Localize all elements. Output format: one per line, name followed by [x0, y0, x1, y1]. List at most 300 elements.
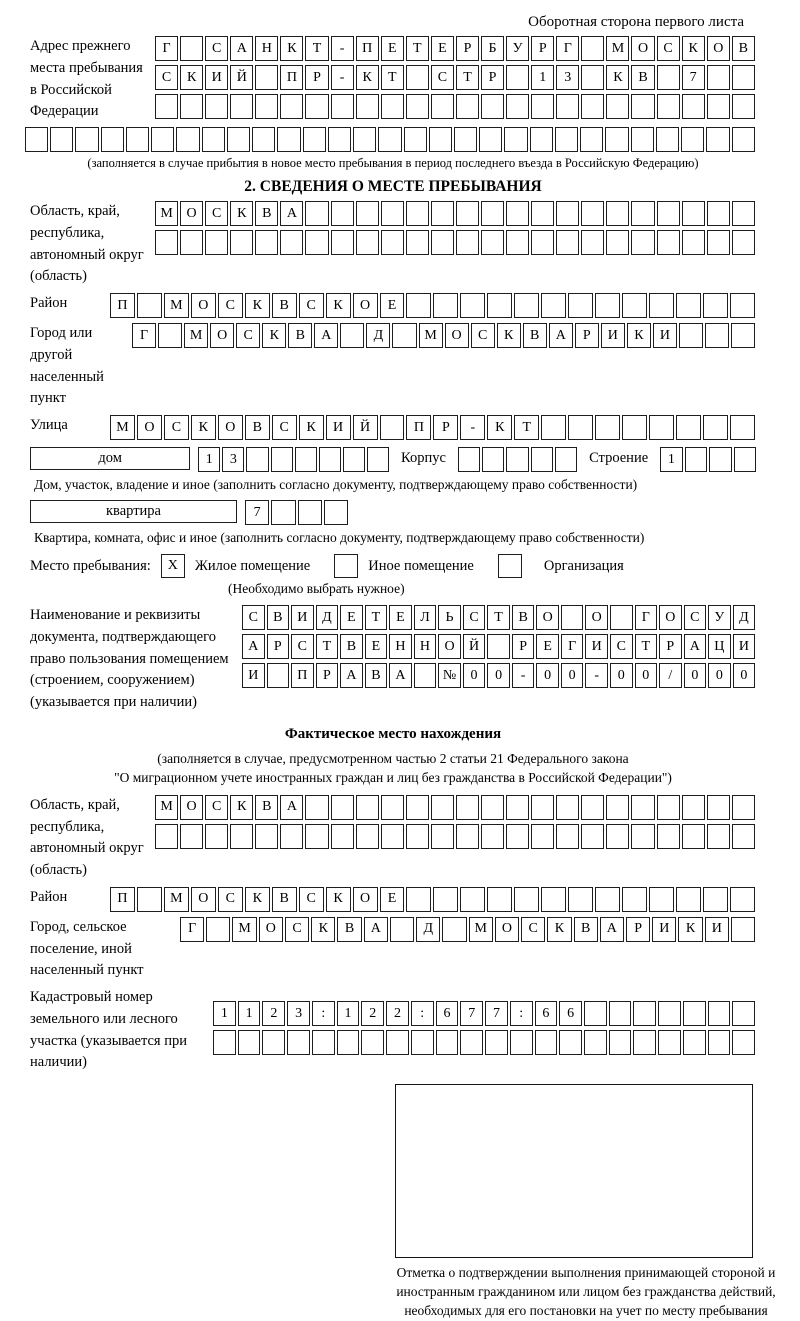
char-cell[interactable]: [531, 201, 554, 226]
char-cell[interactable]: [406, 94, 429, 119]
char-cell[interactable]: Т: [487, 605, 510, 630]
char-cell[interactable]: В: [272, 887, 297, 912]
char-cell[interactable]: [487, 887, 512, 912]
char-cell[interactable]: О: [631, 36, 654, 61]
char-cell[interactable]: К: [487, 415, 512, 440]
char-cell[interactable]: [305, 795, 328, 820]
char-cell[interactable]: [381, 230, 404, 255]
char-cell[interactable]: В: [732, 36, 755, 61]
char-cell[interactable]: Ь: [438, 605, 461, 630]
char-cell[interactable]: [267, 663, 290, 688]
char-cell[interactable]: 3: [222, 447, 244, 472]
char-cell[interactable]: А: [684, 634, 707, 659]
char-cell[interactable]: 0: [610, 663, 633, 688]
char-cell[interactable]: [230, 94, 253, 119]
char-cell[interactable]: Н: [389, 634, 412, 659]
char-cell[interactable]: О: [659, 605, 682, 630]
char-cell[interactable]: [151, 127, 174, 152]
char-cell[interactable]: Т: [365, 605, 388, 630]
char-cell[interactable]: [631, 230, 654, 255]
char-cell[interactable]: [456, 230, 479, 255]
char-cell[interactable]: [456, 824, 479, 849]
char-cell[interactable]: А: [230, 36, 253, 61]
char-cell[interactable]: [337, 1030, 360, 1055]
char-cell[interactable]: [584, 1030, 607, 1055]
char-cell[interactable]: [280, 824, 303, 849]
char-cell[interactable]: 7: [460, 1001, 483, 1026]
char-cell[interactable]: С: [205, 36, 228, 61]
char-cell[interactable]: [730, 887, 755, 912]
char-cell[interactable]: [541, 415, 566, 440]
char-cell[interactable]: [271, 500, 295, 525]
char-cell[interactable]: [510, 1030, 533, 1055]
char-cell[interactable]: 7: [485, 1001, 508, 1026]
char-cell[interactable]: [433, 887, 458, 912]
char-cell[interactable]: [205, 230, 228, 255]
char-cell[interactable]: [303, 127, 326, 152]
char-cell[interactable]: П: [406, 415, 431, 440]
char-cell[interactable]: [732, 127, 755, 152]
char-cell[interactable]: [732, 824, 755, 849]
char-cell[interactable]: И: [205, 65, 228, 90]
char-cell[interactable]: О: [585, 605, 608, 630]
checkbox-organization[interactable]: [498, 554, 522, 578]
char-cell[interactable]: О: [536, 605, 559, 630]
apartment-cells[interactable]: [245, 500, 348, 525]
char-cell[interactable]: [732, 201, 755, 226]
char-cell[interactable]: 0: [536, 663, 559, 688]
char-cell[interactable]: Й: [230, 65, 253, 90]
char-cell[interactable]: [155, 94, 178, 119]
char-cell[interactable]: С: [471, 323, 495, 348]
char-cell[interactable]: Т: [381, 65, 404, 90]
char-cell[interactable]: [312, 1030, 335, 1055]
char-cell[interactable]: И: [585, 634, 608, 659]
char-cell[interactable]: 1: [531, 65, 554, 90]
char-cell[interactable]: С: [521, 917, 545, 942]
char-cell[interactable]: :: [510, 1001, 533, 1026]
char-cell[interactable]: [367, 447, 389, 472]
char-cell[interactable]: П: [280, 65, 303, 90]
char-cell[interactable]: Д: [366, 323, 390, 348]
char-cell[interactable]: С: [155, 65, 178, 90]
char-cell[interactable]: 0: [635, 663, 658, 688]
char-cell[interactable]: 6: [559, 1001, 582, 1026]
char-cell[interactable]: Р: [659, 634, 682, 659]
char-cell[interactable]: [658, 1001, 681, 1026]
char-cell[interactable]: [429, 127, 452, 152]
char-cell[interactable]: [705, 323, 729, 348]
char-cell[interactable]: 0: [487, 663, 510, 688]
char-cell[interactable]: С: [299, 293, 324, 318]
char-cell[interactable]: О: [353, 887, 378, 912]
char-cell[interactable]: М: [155, 795, 178, 820]
char-cell[interactable]: П: [110, 887, 135, 912]
char-cell[interactable]: [656, 127, 679, 152]
char-cell[interactable]: [25, 127, 48, 152]
char-cell[interactable]: Е: [365, 634, 388, 659]
char-cell[interactable]: [305, 824, 328, 849]
char-cell[interactable]: [703, 293, 728, 318]
actual-region-row-1[interactable]: [155, 795, 755, 820]
char-cell[interactable]: [436, 1030, 459, 1055]
char-cell[interactable]: [556, 824, 579, 849]
char-cell[interactable]: [433, 293, 458, 318]
char-cell[interactable]: [732, 1030, 755, 1055]
char-cell[interactable]: Т: [456, 65, 479, 90]
char-cell[interactable]: [205, 824, 228, 849]
char-cell[interactable]: 0: [708, 663, 731, 688]
char-cell[interactable]: Р: [305, 65, 328, 90]
char-cell[interactable]: [606, 201, 629, 226]
char-cell[interactable]: [213, 1030, 236, 1055]
prev-address-row-4[interactable]: [25, 127, 755, 152]
char-cell[interactable]: К: [682, 36, 705, 61]
char-cell[interactable]: Г: [561, 634, 584, 659]
char-cell[interactable]: [456, 795, 479, 820]
char-cell[interactable]: [506, 230, 529, 255]
char-cell[interactable]: [406, 201, 429, 226]
char-cell[interactable]: М: [184, 323, 208, 348]
char-cell[interactable]: Т: [316, 634, 339, 659]
char-cell[interactable]: [556, 94, 579, 119]
char-cell[interactable]: [506, 94, 529, 119]
char-cell[interactable]: [456, 94, 479, 119]
char-cell[interactable]: [707, 230, 730, 255]
char-cell[interactable]: [657, 65, 680, 90]
char-cell[interactable]: [568, 415, 593, 440]
char-cell[interactable]: К: [299, 415, 324, 440]
street-row[interactable]: [110, 415, 755, 440]
char-cell[interactable]: О: [353, 293, 378, 318]
char-cell[interactable]: [390, 917, 414, 942]
char-cell[interactable]: Г: [132, 323, 156, 348]
char-cell[interactable]: О: [191, 293, 216, 318]
char-cell[interactable]: [657, 201, 680, 226]
char-cell[interactable]: В: [574, 917, 598, 942]
char-cell[interactable]: О: [137, 415, 162, 440]
char-cell[interactable]: [707, 65, 730, 90]
char-cell[interactable]: [137, 293, 162, 318]
char-cell[interactable]: С: [299, 887, 324, 912]
actual-district-row[interactable]: [110, 887, 755, 912]
char-cell[interactable]: [206, 917, 230, 942]
char-cell[interactable]: [730, 293, 755, 318]
char-cell[interactable]: [481, 201, 504, 226]
char-cell[interactable]: [431, 201, 454, 226]
char-cell[interactable]: [356, 230, 379, 255]
char-cell[interactable]: Й: [463, 634, 486, 659]
char-cell[interactable]: [606, 230, 629, 255]
checkbox-other-premises[interactable]: [334, 554, 358, 578]
char-cell[interactable]: [703, 415, 728, 440]
char-cell[interactable]: [556, 201, 579, 226]
char-cell[interactable]: В: [365, 663, 388, 688]
char-cell[interactable]: [581, 94, 604, 119]
char-cell[interactable]: О: [191, 887, 216, 912]
char-cell[interactable]: [431, 795, 454, 820]
city-row[interactable]: [132, 323, 755, 410]
char-cell[interactable]: К: [547, 917, 571, 942]
char-cell[interactable]: [606, 824, 629, 849]
char-cell[interactable]: [609, 1001, 632, 1026]
char-cell[interactable]: [331, 94, 354, 119]
char-cell[interactable]: [606, 795, 629, 820]
char-cell[interactable]: В: [255, 795, 278, 820]
char-cell[interactable]: [380, 415, 405, 440]
char-cell[interactable]: [305, 230, 328, 255]
char-cell[interactable]: О: [218, 415, 243, 440]
char-cell[interactable]: [101, 127, 124, 152]
char-cell[interactable]: О: [180, 795, 203, 820]
char-cell[interactable]: Р: [267, 634, 290, 659]
char-cell[interactable]: [631, 795, 654, 820]
char-cell[interactable]: С: [164, 415, 189, 440]
char-cell[interactable]: [556, 230, 579, 255]
char-cell[interactable]: [708, 1001, 731, 1026]
char-cell[interactable]: М: [606, 36, 629, 61]
char-cell[interactable]: 0: [463, 663, 486, 688]
char-cell[interactable]: С: [610, 634, 633, 659]
char-cell[interactable]: А: [340, 663, 363, 688]
char-cell[interactable]: [202, 127, 225, 152]
char-cell[interactable]: [205, 94, 228, 119]
char-cell[interactable]: [731, 917, 755, 942]
char-cell[interactable]: [535, 1030, 558, 1055]
char-cell[interactable]: 1: [660, 447, 682, 472]
char-cell[interactable]: М: [469, 917, 493, 942]
char-cell[interactable]: [487, 293, 512, 318]
char-cell[interactable]: [406, 65, 429, 90]
char-cell[interactable]: [657, 795, 680, 820]
char-cell[interactable]: Е: [340, 605, 363, 630]
char-cell[interactable]: Б: [481, 36, 504, 61]
char-cell[interactable]: К: [191, 415, 216, 440]
char-cell[interactable]: [631, 201, 654, 226]
actual-region-row-2[interactable]: [155, 824, 755, 849]
char-cell[interactable]: [555, 127, 578, 152]
char-cell[interactable]: [732, 1001, 755, 1026]
char-cell[interactable]: [707, 795, 730, 820]
char-cell[interactable]: [406, 293, 431, 318]
char-cell[interactable]: К: [311, 917, 335, 942]
char-cell[interactable]: О: [180, 201, 203, 226]
char-cell[interactable]: 1: [198, 447, 220, 472]
char-cell[interactable]: [406, 230, 429, 255]
char-cell[interactable]: М: [164, 293, 189, 318]
char-cell[interactable]: [331, 824, 354, 849]
char-cell[interactable]: [556, 795, 579, 820]
char-cell[interactable]: [679, 323, 703, 348]
char-cell[interactable]: Т: [514, 415, 539, 440]
char-cell[interactable]: 3: [556, 65, 579, 90]
char-cell[interactable]: 2: [386, 1001, 409, 1026]
char-cell[interactable]: С: [684, 605, 707, 630]
char-cell[interactable]: Г: [155, 36, 178, 61]
char-cell[interactable]: [676, 887, 701, 912]
stroenie-cells[interactable]: [660, 447, 756, 472]
char-cell[interactable]: [255, 230, 278, 255]
char-cell[interactable]: Ц: [708, 634, 731, 659]
prev-address-row-2[interactable]: [155, 65, 755, 90]
char-cell[interactable]: [481, 94, 504, 119]
char-cell[interactable]: Д: [416, 917, 440, 942]
char-cell[interactable]: [580, 127, 603, 152]
char-cell[interactable]: Р: [512, 634, 535, 659]
char-cell[interactable]: 6: [436, 1001, 459, 1026]
char-cell[interactable]: Е: [380, 887, 405, 912]
char-cell[interactable]: К: [180, 65, 203, 90]
char-cell[interactable]: [305, 94, 328, 119]
char-cell[interactable]: К: [230, 201, 253, 226]
char-cell[interactable]: К: [497, 323, 521, 348]
char-cell[interactable]: [658, 1030, 681, 1055]
char-cell[interactable]: [392, 323, 416, 348]
char-cell[interactable]: [707, 94, 730, 119]
char-cell[interactable]: 0: [561, 663, 584, 688]
char-cell[interactable]: [252, 127, 275, 152]
char-cell[interactable]: В: [340, 634, 363, 659]
char-cell[interactable]: [176, 127, 199, 152]
char-cell[interactable]: 1: [337, 1001, 360, 1026]
char-cell[interactable]: [406, 824, 429, 849]
char-cell[interactable]: К: [627, 323, 651, 348]
char-cell[interactable]: [531, 824, 554, 849]
char-cell[interactable]: [280, 94, 303, 119]
char-cell[interactable]: Е: [536, 634, 559, 659]
char-cell[interactable]: [378, 127, 401, 152]
char-cell[interactable]: [703, 887, 728, 912]
document-row-3[interactable]: [242, 663, 755, 688]
char-cell[interactable]: Р: [481, 65, 504, 90]
char-cell[interactable]: [709, 447, 731, 472]
char-cell[interactable]: А: [600, 917, 624, 942]
char-cell[interactable]: [649, 415, 674, 440]
char-cell[interactable]: [255, 824, 278, 849]
char-cell[interactable]: А: [280, 201, 303, 226]
char-cell[interactable]: [541, 293, 566, 318]
char-cell[interactable]: [230, 824, 253, 849]
char-cell[interactable]: 0: [684, 663, 707, 688]
char-cell[interactable]: [460, 887, 485, 912]
char-cell[interactable]: 1: [238, 1001, 261, 1026]
char-cell[interactable]: [295, 447, 317, 472]
char-cell[interactable]: В: [288, 323, 312, 348]
char-cell[interactable]: :: [411, 1001, 434, 1026]
char-cell[interactable]: [649, 293, 674, 318]
char-cell[interactable]: С: [218, 293, 243, 318]
char-cell[interactable]: [180, 824, 203, 849]
char-cell[interactable]: [657, 230, 680, 255]
char-cell[interactable]: [456, 201, 479, 226]
char-cell[interactable]: А: [280, 795, 303, 820]
char-cell[interactable]: А: [549, 323, 573, 348]
char-cell[interactable]: [506, 824, 529, 849]
char-cell[interactable]: [708, 1030, 731, 1055]
char-cell[interactable]: Г: [556, 36, 579, 61]
char-cell[interactable]: Р: [626, 917, 650, 942]
char-cell[interactable]: 7: [245, 500, 269, 525]
char-cell[interactable]: [732, 795, 755, 820]
char-cell[interactable]: [606, 94, 629, 119]
char-cell[interactable]: [353, 127, 376, 152]
char-cell[interactable]: В: [512, 605, 535, 630]
char-cell[interactable]: [287, 1030, 310, 1055]
char-cell[interactable]: Т: [406, 36, 429, 61]
char-cell[interactable]: С: [431, 65, 454, 90]
char-cell[interactable]: [682, 94, 705, 119]
cadastral-row-1[interactable]: [213, 1001, 755, 1026]
char-cell[interactable]: А: [364, 917, 388, 942]
char-cell[interactable]: [262, 1030, 285, 1055]
char-cell[interactable]: [610, 605, 633, 630]
char-cell[interactable]: [277, 127, 300, 152]
char-cell[interactable]: О: [438, 634, 461, 659]
char-cell[interactable]: Н: [255, 36, 278, 61]
char-cell[interactable]: [676, 415, 701, 440]
char-cell[interactable]: 1: [213, 1001, 236, 1026]
char-cell[interactable]: [649, 887, 674, 912]
char-cell[interactable]: [683, 1001, 706, 1026]
char-cell[interactable]: [298, 500, 322, 525]
char-cell[interactable]: [386, 1030, 409, 1055]
char-cell[interactable]: Д: [733, 605, 756, 630]
char-cell[interactable]: [180, 94, 203, 119]
char-cell[interactable]: И: [653, 323, 677, 348]
char-cell[interactable]: К: [262, 323, 286, 348]
char-cell[interactable]: -: [331, 36, 354, 61]
char-cell[interactable]: [381, 795, 404, 820]
char-cell[interactable]: И: [242, 663, 265, 688]
char-cell[interactable]: [356, 94, 379, 119]
char-cell[interactable]: [732, 65, 755, 90]
char-cell[interactable]: [732, 94, 755, 119]
char-cell[interactable]: [331, 230, 354, 255]
char-cell[interactable]: [485, 1030, 508, 1055]
char-cell[interactable]: [530, 127, 553, 152]
char-cell[interactable]: [584, 1001, 607, 1026]
char-cell[interactable]: [605, 127, 628, 152]
char-cell[interactable]: [361, 1030, 384, 1055]
district-row[interactable]: [110, 293, 755, 318]
char-cell[interactable]: [126, 127, 149, 152]
char-cell[interactable]: Е: [389, 605, 412, 630]
char-cell[interactable]: №: [438, 663, 461, 688]
char-cell[interactable]: [481, 824, 504, 849]
char-cell[interactable]: [431, 94, 454, 119]
char-cell[interactable]: К: [245, 887, 270, 912]
char-cell[interactable]: [406, 795, 429, 820]
char-cell[interactable]: [356, 201, 379, 226]
char-cell[interactable]: [356, 824, 379, 849]
char-cell[interactable]: С: [205, 201, 228, 226]
char-cell[interactable]: [581, 201, 604, 226]
char-cell[interactable]: [730, 415, 755, 440]
checkbox-residential[interactable]: X: [161, 554, 185, 578]
char-cell[interactable]: В: [523, 323, 547, 348]
region-row-1[interactable]: [155, 201, 755, 226]
char-cell[interactable]: [482, 447, 504, 472]
char-cell[interactable]: Е: [380, 293, 405, 318]
char-cell[interactable]: Е: [381, 36, 404, 61]
document-row-1[interactable]: [242, 605, 755, 630]
char-cell[interactable]: [622, 415, 647, 440]
house-number-cells[interactable]: [198, 447, 389, 472]
char-cell[interactable]: С: [657, 36, 680, 61]
char-cell[interactable]: В: [337, 917, 361, 942]
char-cell[interactable]: М: [110, 415, 135, 440]
char-cell[interactable]: О: [259, 917, 283, 942]
